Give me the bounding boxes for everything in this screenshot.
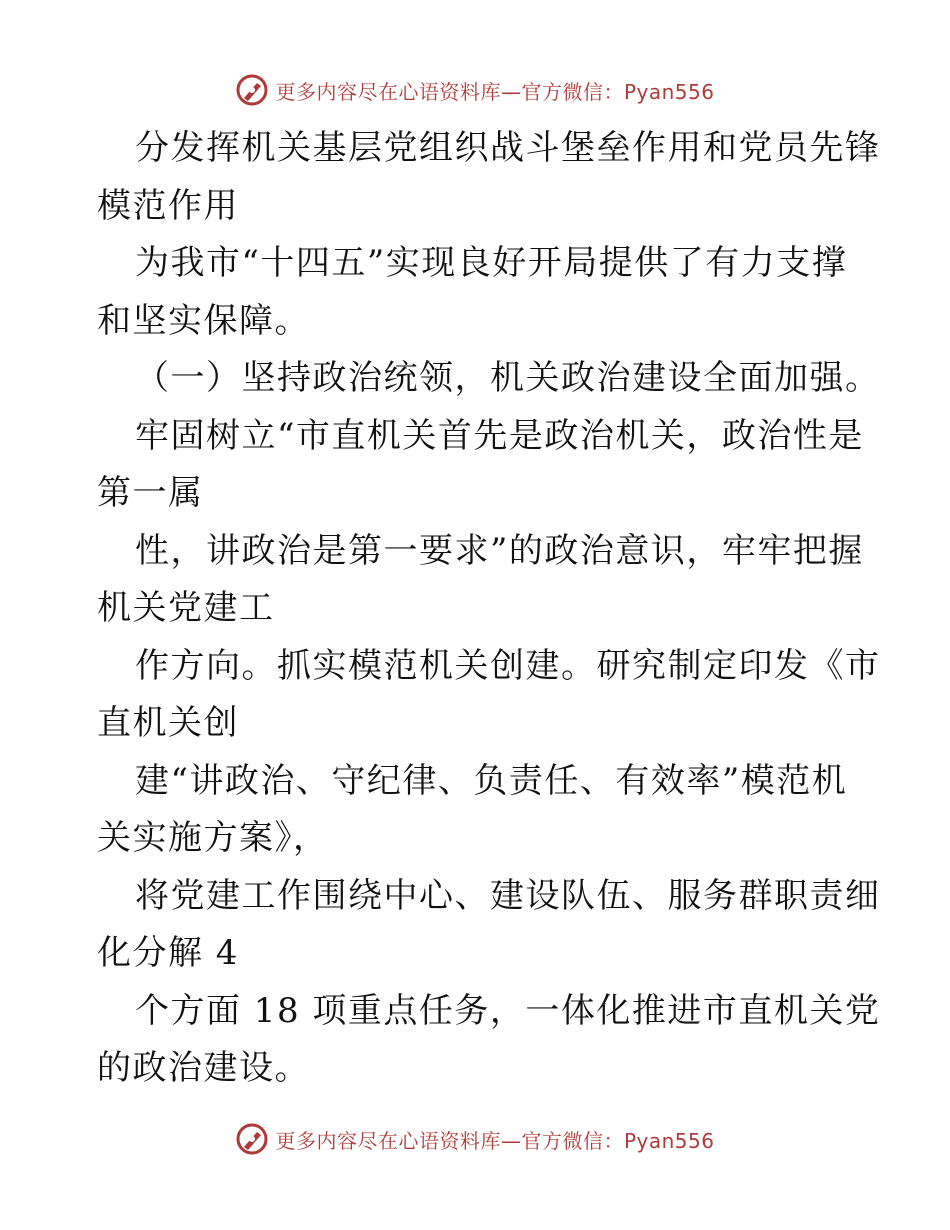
text-line: 性，讲政治是第一要求”的政治意识，牢牢把握 (135, 530, 864, 571)
text-line: 直机关创 (97, 703, 239, 743)
text-line: 建“讲政治、守纪律、负责任、有效率”模范机 (135, 760, 848, 801)
text-line: 牢固树立“市直机关首先是政治机关，政治性是 (135, 415, 864, 456)
text-line: 化分解 4 (97, 933, 239, 973)
text-line: 个方面 18 项重点任务，一体化推进市直机关党 (135, 990, 881, 1031)
document-body (97, 120, 881, 1098)
pen-logo-icon (235, 1122, 269, 1156)
text-line: 为我市“十四五”实现良好开局提供了有力支撑 (135, 243, 848, 283)
watermark-text: 更多内容尽在心语资料库—官方微信：Pyan556 (275, 1128, 715, 1153)
text-line: 作方向。抓实模范机关创建。研究制定印发《市 (135, 645, 881, 686)
text-line: 将党建工作围绕中心、建设队伍、服务群职责细 (135, 875, 881, 916)
watermark-text: 更多内容尽在心语资料库—官方微信：Pyan556 (275, 79, 715, 104)
text-line: 关实施方案》， (97, 818, 329, 858)
pen-logo-icon (235, 73, 269, 107)
text-line: 分发挥机关基层党组织战斗堡垒作用和党员先锋 (135, 128, 881, 168)
text-line: 机关党建工 (97, 588, 275, 628)
text-line: 模范作用 (97, 185, 239, 226)
footer-watermark (0, 1122, 950, 1156)
header-watermark (0, 73, 950, 107)
text-line: 的政治建设。 (97, 1048, 310, 1088)
text-line: 第一属 (97, 473, 204, 513)
text-line: （一）坚持政治统领，机关政治建设全面加强。 (135, 358, 881, 398)
text-line: 和坚实保障。 (97, 300, 310, 341)
